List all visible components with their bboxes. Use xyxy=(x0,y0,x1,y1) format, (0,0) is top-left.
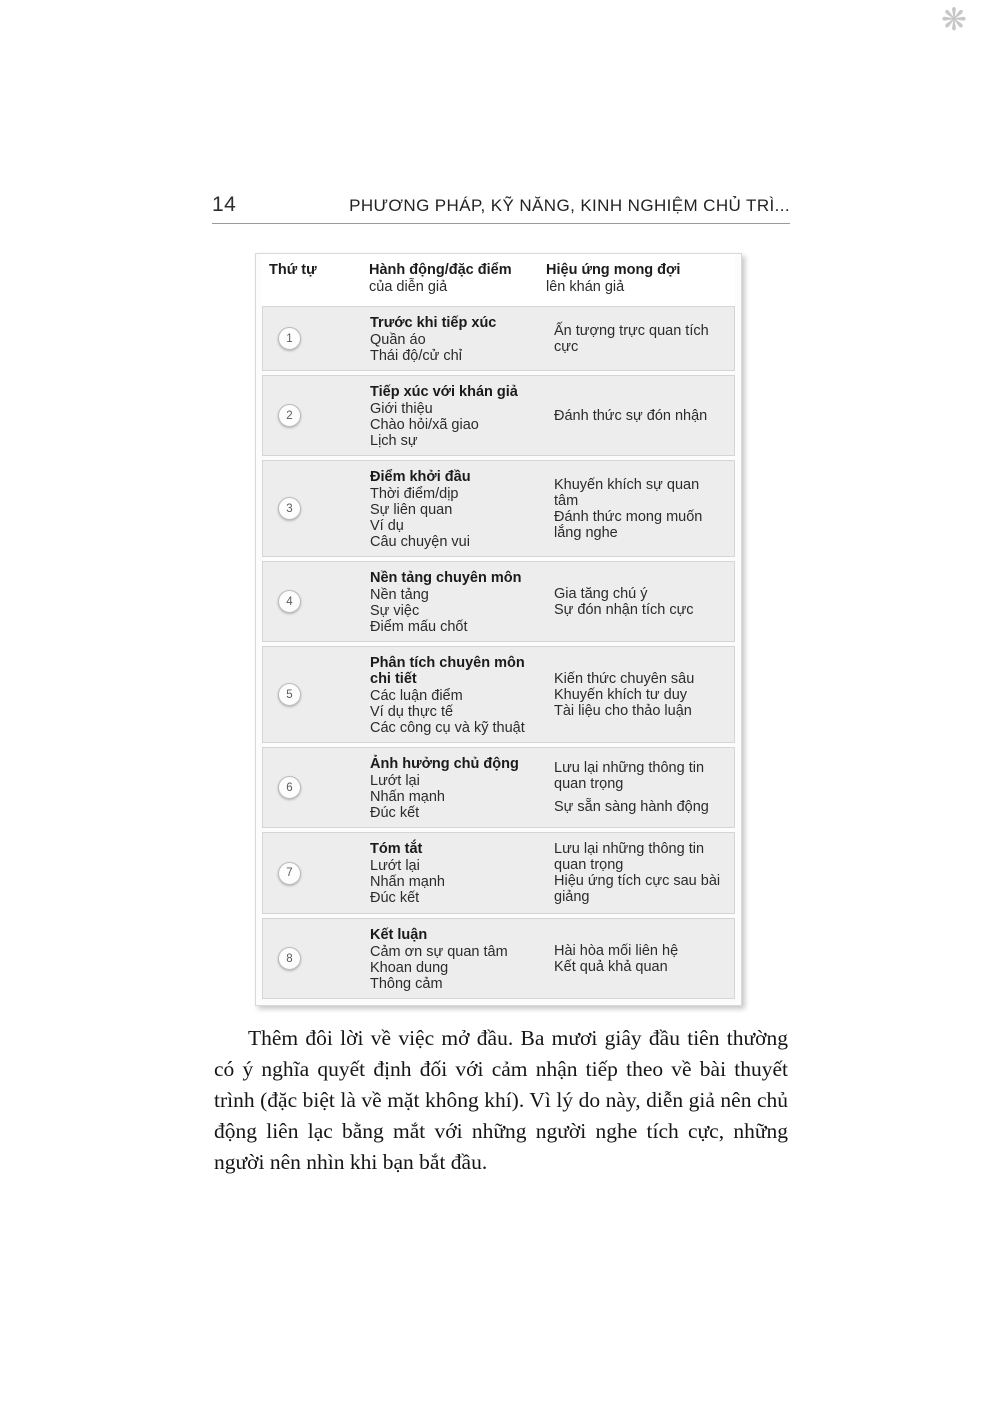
action-title: Trước khi tiếp xúc xyxy=(370,315,497,331)
action-item: Thông cảm xyxy=(370,976,443,992)
order-cell xyxy=(270,839,370,907)
effect-item: Gia tăng chú ý xyxy=(554,585,648,602)
action-items xyxy=(370,688,539,736)
action-cell xyxy=(370,568,547,635)
order-cell xyxy=(270,925,370,992)
effect-item: Lưu lại những thông tin quan trọng xyxy=(554,760,705,792)
order-cell xyxy=(270,382,370,449)
effect-item: Đánh thức sự đón nhận xyxy=(554,407,708,424)
table-row xyxy=(262,306,735,371)
col-header-order xyxy=(269,262,369,298)
effect-item: Sự sẵn sàng hành động xyxy=(554,799,709,815)
action-item: Nền tảng xyxy=(370,587,429,603)
effect-item: Tài liệu cho thảo luận xyxy=(554,702,692,719)
table-row xyxy=(262,646,735,743)
effect-item: Hiệu ứng tích cực sau bài giảng xyxy=(554,873,721,905)
action-title: Điểm khởi đầu xyxy=(370,469,471,485)
action-cell xyxy=(370,754,547,821)
row-number-badge: 3 xyxy=(278,497,301,520)
col-header-effect-label: Hiệu ứng mong đợi xyxy=(546,262,681,278)
effect-cell xyxy=(547,839,734,907)
col-header-effect-sublabel: lên khán giả xyxy=(546,279,625,295)
action-item: Nhấn mạnh xyxy=(370,874,445,890)
row-number-badge: 7 xyxy=(278,862,301,885)
action-items xyxy=(370,858,539,906)
speaker-actions-table xyxy=(255,253,742,1006)
effect-cell xyxy=(547,568,734,635)
action-item: Đúc kết xyxy=(370,890,420,906)
action-item: Lướt lại xyxy=(370,858,420,874)
action-item: Giới thiệu xyxy=(370,401,433,417)
action-item: Các luận điểm xyxy=(370,688,463,704)
action-item: Sự liên quan xyxy=(370,502,453,518)
effect-cell xyxy=(547,467,734,550)
action-items xyxy=(370,944,539,992)
table-row xyxy=(262,561,735,642)
col-header-action-sublabel: của diễn giả xyxy=(369,279,448,295)
action-title: Ảnh hưởng chủ động xyxy=(370,756,519,772)
action-items xyxy=(370,332,539,364)
table-rows xyxy=(262,306,735,999)
action-item: Câu chuyện vui xyxy=(370,534,470,550)
row-number-badge: 5 xyxy=(278,683,301,706)
action-item: Sự việc xyxy=(370,603,420,619)
action-item: Thái độ/cử chỉ xyxy=(370,348,462,364)
effect-item: Lưu lại những thông tin quan trọng xyxy=(554,841,705,873)
table-row xyxy=(262,460,735,557)
action-item: Thời điểm/dịp xyxy=(370,486,459,502)
effect-cell xyxy=(547,653,734,736)
order-cell xyxy=(270,568,370,635)
action-items xyxy=(370,486,539,550)
effect-item: Khuyến khích sự quan tâm xyxy=(554,476,700,509)
action-cell xyxy=(370,382,547,449)
action-item: Quần áo xyxy=(370,332,426,348)
effect-item: Đánh thức mong muốn lắng nghe xyxy=(554,508,703,541)
row-number-badge: 1 xyxy=(278,327,301,350)
action-items xyxy=(370,401,539,449)
table-row xyxy=(262,747,735,828)
table-row xyxy=(262,918,735,999)
action-item: Đúc kết xyxy=(370,805,420,821)
action-title: Kết luận xyxy=(370,927,428,943)
col-header-action-label: Hành động/đặc điểm xyxy=(369,262,512,278)
action-item: Lướt lại xyxy=(370,773,420,789)
effect-item: Kết quả khả quan xyxy=(554,958,668,975)
running-title: PHƯƠNG PHÁP, KỸ NĂNG, KINH NGHIỆM CHỦ TRÌ... xyxy=(349,196,790,215)
table-row xyxy=(262,832,735,914)
header-rule xyxy=(212,223,790,224)
col-header-order-label: Thứ tự xyxy=(269,262,317,278)
order-cell xyxy=(270,467,370,550)
action-cell xyxy=(370,839,547,907)
flower-ornament-icon: ❋ xyxy=(941,2,967,37)
action-items xyxy=(370,587,539,635)
page-number: 14 xyxy=(212,193,237,216)
action-title: Tiếp xúc với khán giả xyxy=(370,384,518,400)
action-item: Nhấn mạnh xyxy=(370,789,445,805)
action-item: Ví dụ xyxy=(370,518,404,534)
action-item: Điểm mấu chốt xyxy=(370,619,468,635)
action-cell xyxy=(370,467,547,550)
table-header-row xyxy=(262,254,735,306)
effect-item: Khuyến khích tư duy xyxy=(554,686,688,703)
order-cell xyxy=(270,754,370,821)
effect-cell xyxy=(547,754,734,821)
effect-item: Sự đón nhận tích cực xyxy=(554,601,694,618)
action-cell xyxy=(370,925,547,992)
effect-item: Ấn tượng trực quan tích cực xyxy=(554,322,709,355)
row-number-badge: 8 xyxy=(278,947,301,970)
action-item: Các công cụ và kỹ thuật xyxy=(370,720,525,736)
action-item: Lịch sự xyxy=(370,433,418,449)
order-cell xyxy=(270,653,370,736)
row-number-badge: 4 xyxy=(278,590,301,613)
row-number-badge: 6 xyxy=(278,776,301,799)
body-paragraph: Thêm đôi lời về việc mở đầu. Ba mươi giây đầu tiên thường có ý nghĩa quyết định đối với cảm nhận tiếp theo về bài thuyết trình (đặc biệt là về mặt không khí). Vì lý do này, diễn giả nên chủ động liên lạc bằng mắt với những người nghe tích cực, những người nên nhìn khi bạn bắt đầu. xyxy=(214,1025,788,1174)
table-row xyxy=(262,375,735,456)
effect-cell xyxy=(547,382,734,449)
effect-item: Hài hòa mối liên hệ xyxy=(554,942,679,959)
running-head xyxy=(212,193,790,217)
effect-cell xyxy=(547,925,734,992)
action-item: Khoan dung xyxy=(370,960,449,976)
action-title: Phân tích chuyên môn chi tiết xyxy=(370,655,525,687)
action-item: Chào hỏi/xã giao xyxy=(370,417,479,433)
effect-item: Kiến thức chuyên sâu xyxy=(554,670,695,687)
row-number-badge: 2 xyxy=(278,404,301,427)
action-items xyxy=(370,773,539,821)
action-title: Tóm tắt xyxy=(370,841,423,857)
col-header-action xyxy=(369,262,546,298)
effect-cell xyxy=(547,313,734,364)
action-cell xyxy=(370,653,547,736)
col-header-effect xyxy=(546,262,735,298)
action-item: Cảm ơn sự quan tâm xyxy=(370,944,508,960)
action-cell xyxy=(370,313,547,364)
order-cell xyxy=(270,313,370,364)
action-title: Nền tảng chuyên môn xyxy=(370,570,522,586)
action-item: Ví dụ thực tế xyxy=(370,704,454,720)
